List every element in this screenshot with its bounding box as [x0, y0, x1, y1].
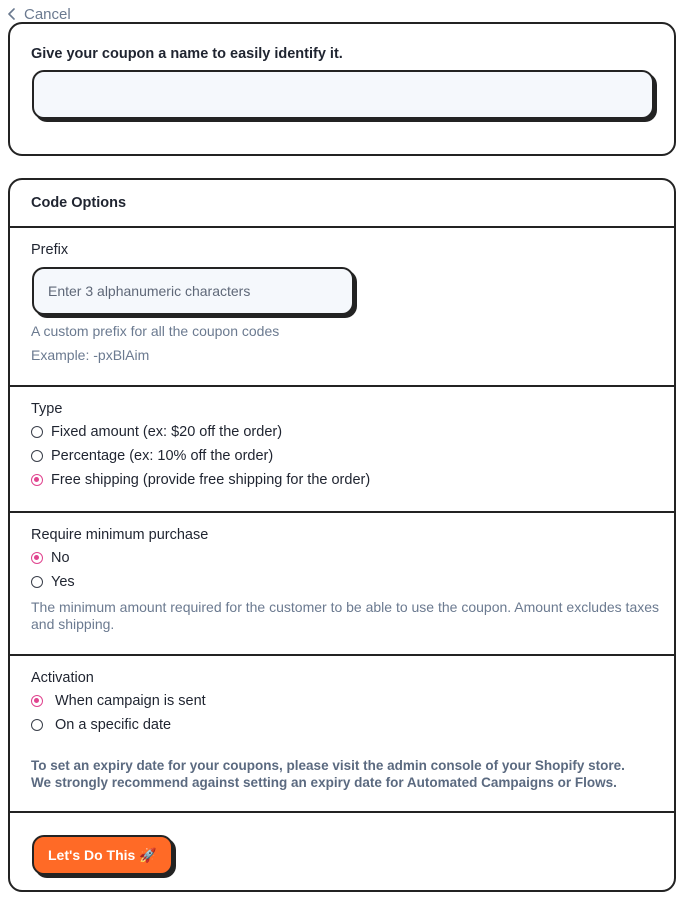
rocket-icon: 🚀 — [139, 846, 157, 863]
type-option-free-shipping[interactable] — [31, 472, 370, 488]
coupon-name-card — [8, 22, 676, 156]
coupon-name-label: Give your coupon a name to easily identify it. — [31, 46, 343, 62]
activation-option-label: When campaign is sent — [55, 693, 206, 709]
cta-section — [10, 813, 674, 890]
minimum-purchase-help: The minimum amount required for the customer to be able to use the coupon. Amount excludes taxes and shipping. — [31, 599, 660, 632]
type-option-label: Fixed amount (ex: $20 off the order) — [51, 424, 283, 440]
cancel-link[interactable] — [8, 5, 71, 23]
coupon-name-input[interactable] — [32, 70, 654, 119]
radio-button-selected[interactable] — [31, 695, 43, 707]
prefix-section — [10, 228, 674, 387]
chevron-left-icon — [8, 8, 16, 20]
activation-option-campaign-sent[interactable] — [31, 693, 206, 709]
cancel-label: Cancel — [24, 5, 71, 23]
activation-section — [10, 656, 674, 813]
prefix-help: A custom prefix for all the coupon codes — [31, 323, 280, 339]
minimum-option-label: No — [51, 550, 70, 566]
type-option-percentage[interactable] — [31, 448, 273, 464]
lets-do-this-button[interactable] — [32, 835, 173, 875]
expiry-note-line-2: We strongly recommend against setting an expiry date for Automated Campaigns or Flows. — [31, 775, 617, 790]
minimum-option-no[interactable] — [31, 550, 70, 566]
radio-button-selected[interactable] — [31, 474, 43, 486]
prefix-example: Example: -pxBlAim — [31, 347, 150, 363]
type-section — [10, 387, 674, 513]
expiry-note-line-1: To set an expiry date for your coupons, please visit the admin console of your Shopify store. — [31, 758, 625, 773]
type-option-label: Percentage (ex: 10% off the order) — [51, 448, 274, 464]
minimum-option-label: Yes — [51, 574, 75, 590]
minimum-purchase-section — [10, 513, 674, 656]
radio-button-selected[interactable] — [31, 552, 43, 564]
expiry-note — [31, 757, 661, 791]
activation-option-specific-date[interactable] — [31, 717, 171, 733]
activation-option-label: On a specific date — [55, 717, 172, 733]
prefix-input[interactable] — [32, 267, 354, 315]
radio-button[interactable] — [31, 426, 43, 438]
cta-label: Let's Do This — [48, 847, 136, 863]
radio-button[interactable] — [31, 450, 43, 462]
activation-label: Activation — [31, 670, 94, 686]
minimum-option-yes[interactable] — [31, 574, 75, 590]
prefix-label: Prefix — [31, 242, 69, 258]
radio-button[interactable] — [31, 576, 43, 588]
type-option-label: Free shipping (provide free shipping for the order) — [51, 472, 371, 488]
type-option-fixed-amount[interactable] — [31, 424, 282, 440]
type-label: Type — [31, 401, 63, 417]
code-options-header — [10, 180, 674, 228]
code-options-title: Code Options — [31, 195, 127, 211]
code-options-card — [8, 178, 676, 892]
minimum-purchase-label: Require minimum purchase — [31, 527, 209, 543]
radio-button[interactable] — [31, 719, 43, 731]
